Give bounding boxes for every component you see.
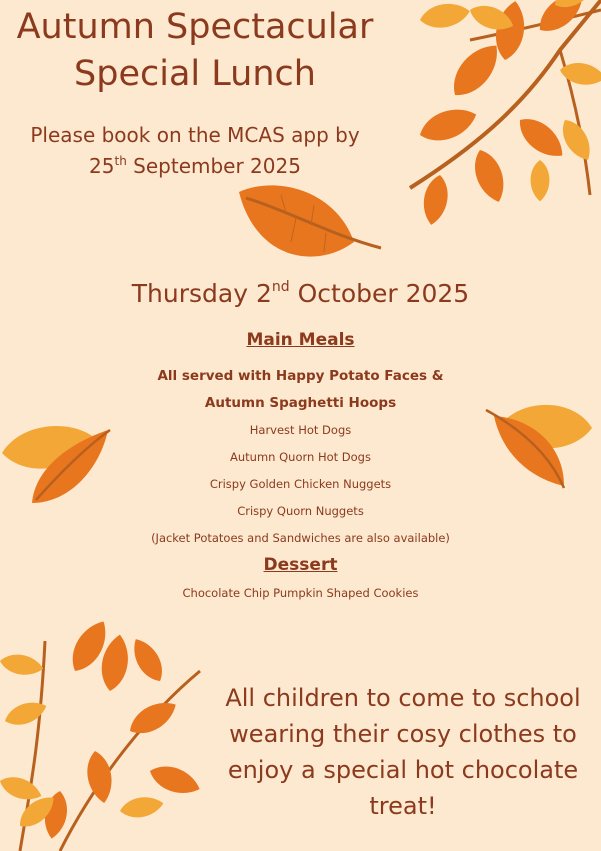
closing-line-2: wearing their cosy clothes to [229, 720, 577, 748]
menu-item: Autumn Quorn Hot Dogs [230, 450, 371, 464]
main-meals-subheading-1: All served with Happy Potato Faces & [157, 368, 444, 384]
title-line-1: Autumn Spectacular [16, 7, 374, 47]
event-date-suffix: nd [271, 279, 290, 295]
closing-line-4: treat! [369, 792, 437, 820]
dessert-item: Chocolate Chip Pumpkin Shaped Cookies [182, 586, 419, 600]
cosy-clothes-message [205, 680, 601, 824]
menu-item: (Jacket Potatoes and Sandwiches are also available) [151, 531, 450, 545]
event-date [0, 279, 601, 308]
booking-instruction [0, 120, 390, 182]
closing-line-1: All children to come to school [225, 684, 581, 712]
event-date-day: Thursday 2 [131, 279, 272, 308]
closing-line-3: enjoy a special hot chocolate [227, 756, 579, 784]
menu-item: Crispy Golden Chicken Nuggets [209, 477, 392, 491]
booking-month-year: September 2025 [126, 154, 301, 178]
title-line-2: Special Lunch [74, 54, 316, 94]
booking-deadline [0, 151, 390, 182]
menu-item: Crispy Quorn Nuggets [237, 504, 364, 518]
single-leaf [236, 180, 386, 270]
main-meals-heading: Main Meals [246, 330, 355, 350]
menu [0, 330, 601, 607]
leaf-branch-bottom-left [0, 641, 215, 851]
menu-item: Harvest Hot Dogs [249, 423, 352, 437]
booking-day-suffix: th [114, 154, 127, 168]
page-title [0, 4, 390, 98]
dessert-heading: Dessert [263, 555, 338, 575]
event-date-rest: October 2025 [289, 279, 470, 308]
booking-line-1: Please book on the MCAS app by [30, 123, 360, 147]
booking-day: 25 [89, 154, 115, 178]
main-meals-subheading-2: Autumn Spaghetti Hoops [204, 395, 397, 411]
